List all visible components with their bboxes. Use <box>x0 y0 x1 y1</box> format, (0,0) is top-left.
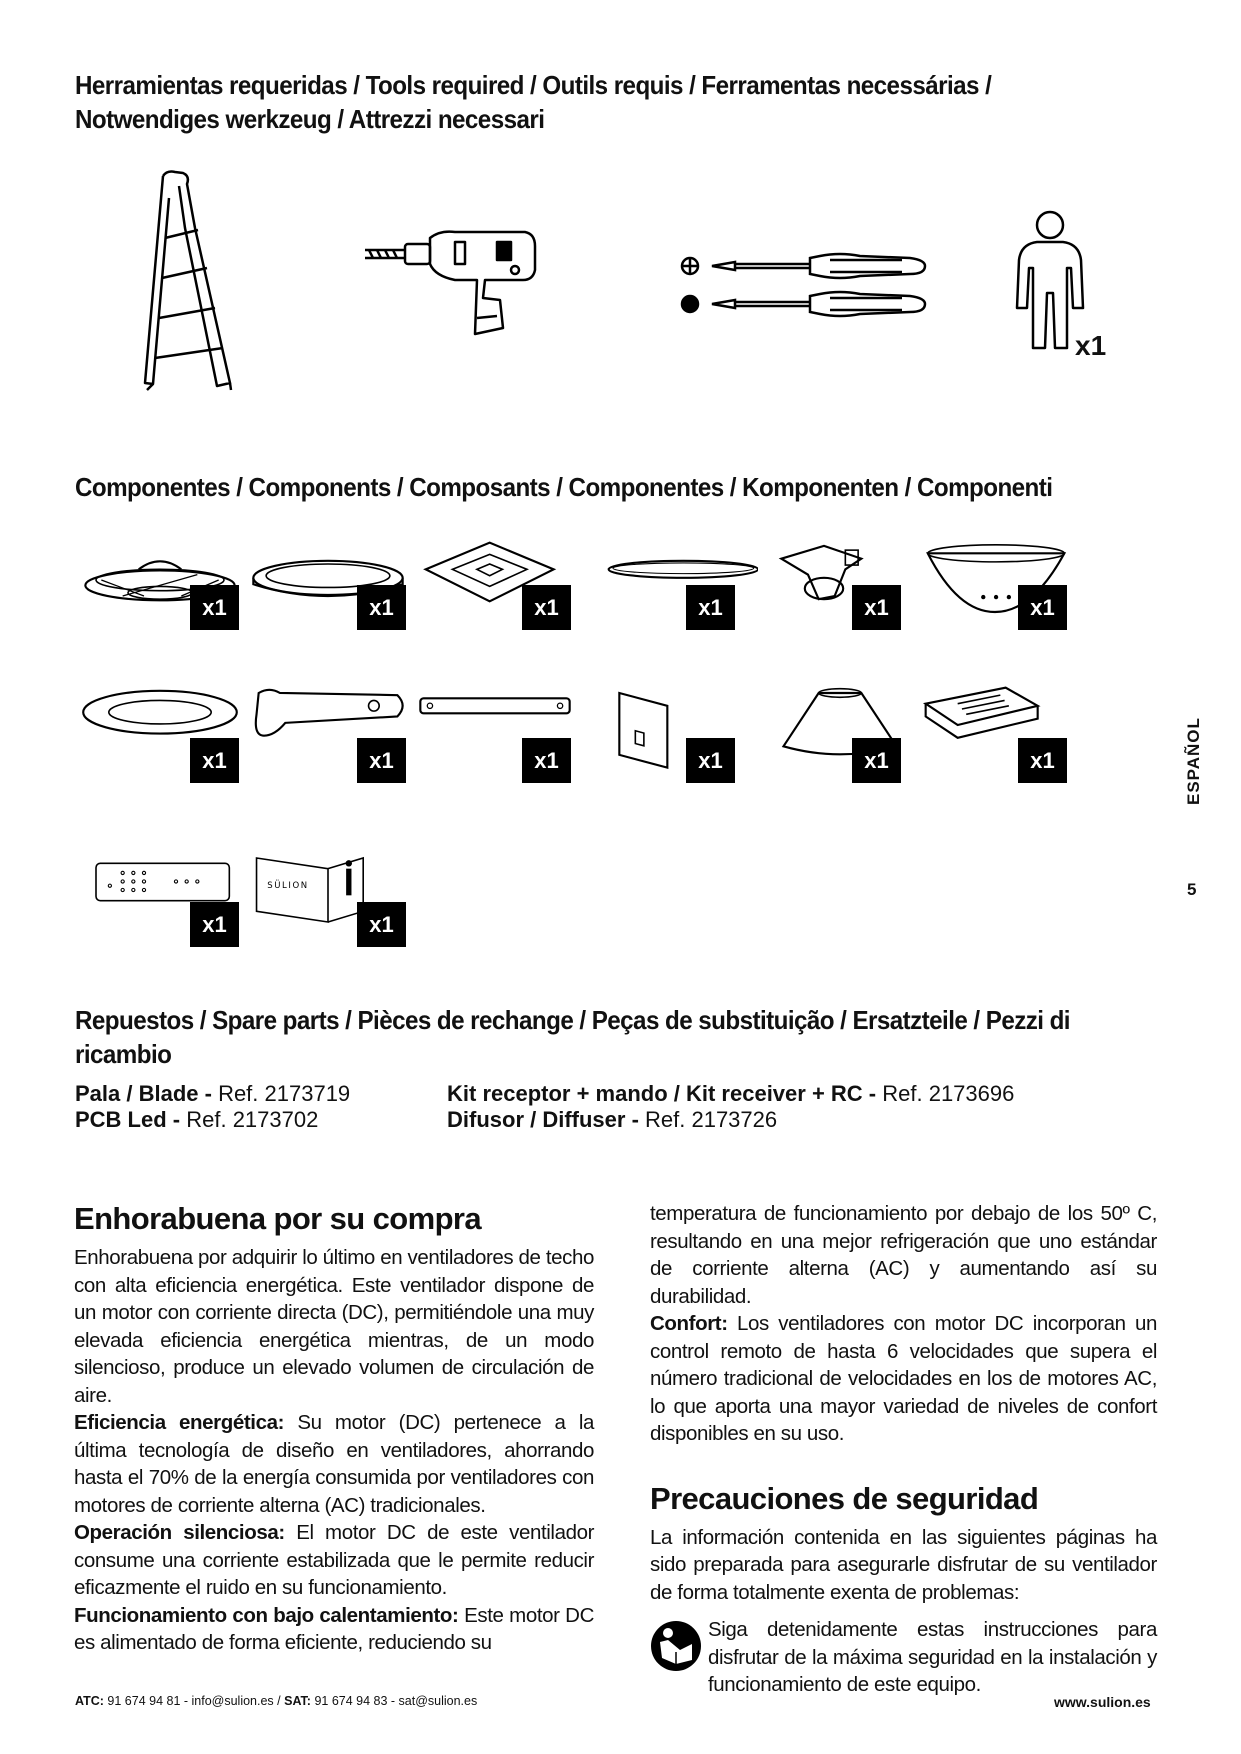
page-number: 5 <box>1187 880 1197 899</box>
comfort-paragraph: Confort: Los ventiladores con motor DC incorporan un control remoto de hasta 6 velocidades que supera el número tradicional de velocidades en los de motores AC, lo que aporta una mayor variedad de niveles de confort disponibles en su uso. <box>650 1312 1157 1445</box>
ladder-icon <box>135 168 255 393</box>
component-canopy-cover <box>760 680 935 800</box>
spare-item-pcb: PCB Led - Ref. 2173702 <box>75 1107 319 1132</box>
components-title: Componentes / Components / Composants / Componentes / Komponenten / Componenti <box>75 472 1053 502</box>
language-tab: ESPAÑOL <box>1184 717 1203 805</box>
component-qty-badge: x1 <box>852 738 901 783</box>
read-manual-icon <box>650 1620 702 1672</box>
spare-title: Repuestos / Spare parts / Pièces de rechange / Peças de substituição / Ersatzteile / Pezzi di ricambio <box>75 1005 1070 1069</box>
component-qty-badge: x1 <box>190 585 239 630</box>
efficiency-paragraph: Eficiencia energética: Su motor (DC) pertenece a la última tecnología de diseño en ventiladores, ahorrando hasta el 70% de la energía consumida por ventiladores con motores de corriente alterna (AC) tradicionales. <box>74 1411 594 1517</box>
component-qty-badge: x1 <box>357 902 406 947</box>
footer-website[interactable]: www.sulion.es <box>1054 1694 1151 1710</box>
component-qty-badge: x1 <box>1018 738 1067 783</box>
svg-text:SÜLION: SÜLION <box>267 880 309 891</box>
person-count: x1 <box>1075 330 1107 361</box>
drill-icon <box>365 228 540 343</box>
screwdrivers-icon <box>680 248 930 328</box>
component-qty-badge: x1 <box>522 738 571 783</box>
silent-paragraph: Operación silenciosa: El motor DC de este ventilador consume una corriente estabilizada que le permite reducir eficazmente el ruido en su funcionamiento. <box>74 1521 594 1599</box>
component-qty-badge: x1 <box>357 738 406 783</box>
footer-contact: ATC: 91 674 94 81 - info@sulion.es / SAT: 91 674 94 83 - sat@sulion.es <box>75 1694 478 1708</box>
right-column <box>650 1200 1157 1699</box>
left-column <box>74 1200 594 1657</box>
intro-text: Enhorabuena por adquirir lo último en ventiladores de techo con alta eficiencia energética. Este ventilador dispone de un motor con corriente directa (DC), permitiéndole una muy elevada eficiencia energética mientras, de un modo silencioso, produce un elevado volumen de circulación de aire. <box>74 1246 595 1407</box>
component-mounting-bracket <box>760 535 935 655</box>
heading-congrats: Enhorabuena por su compra <box>74 1201 482 1236</box>
tools-title: Herramientas requeridas / Tools required / Outils requis / Ferramentas necessárias / Notwendiges werkzeug / Attrezzi necessari <box>75 70 992 134</box>
component-qty-badge: x1 <box>357 585 406 630</box>
component-qty-badge: x1 <box>190 902 239 947</box>
component-qty-badge: x1 <box>522 585 571 630</box>
safety-text: La información contenida en las siguientes páginas ha sido preparada para asegurarle disfrutar de su ventilador de forma totalmente exenta de problemas: <box>650 1525 1157 1604</box>
component-qty-badge: x1 <box>190 738 239 783</box>
heading-safety: Precauciones de seguridad <box>650 1480 1039 1516</box>
read-note: Siga detenidamente estas instrucciones para disfrutar de la máxima seguridad en la instalación y funcionamiento de este equipo. <box>650 1616 1157 1699</box>
spare-item-blade: Pala / Blade - Ref. 2173719 <box>75 1081 351 1106</box>
spare-item-diffuser: Difusor / Diffuser - Ref. 2173726 <box>447 1107 778 1132</box>
heat-paragraph: Funcionamiento con bajo calentamiento: Este motor DC es alimentado de forma eficiente, reduciendo su <box>74 1603 594 1654</box>
component-qty-badge: x1 <box>1018 585 1067 630</box>
temp-continuation: temperatura de funcionamiento por debajo de los 50º C, resultando en una mejor refrigeración que uno estándar de corriente alterna (AC) y aumentando así su durabilidad. <box>650 1202 1157 1308</box>
component-qty-badge: x1 <box>686 738 735 783</box>
spare-item-kit: Kit receptor + mando / Kit receiver + RC - Ref. 2173696 <box>447 1081 1015 1106</box>
component-qty-badge: x1 <box>686 585 735 630</box>
component-qty-badge: x1 <box>852 585 901 630</box>
